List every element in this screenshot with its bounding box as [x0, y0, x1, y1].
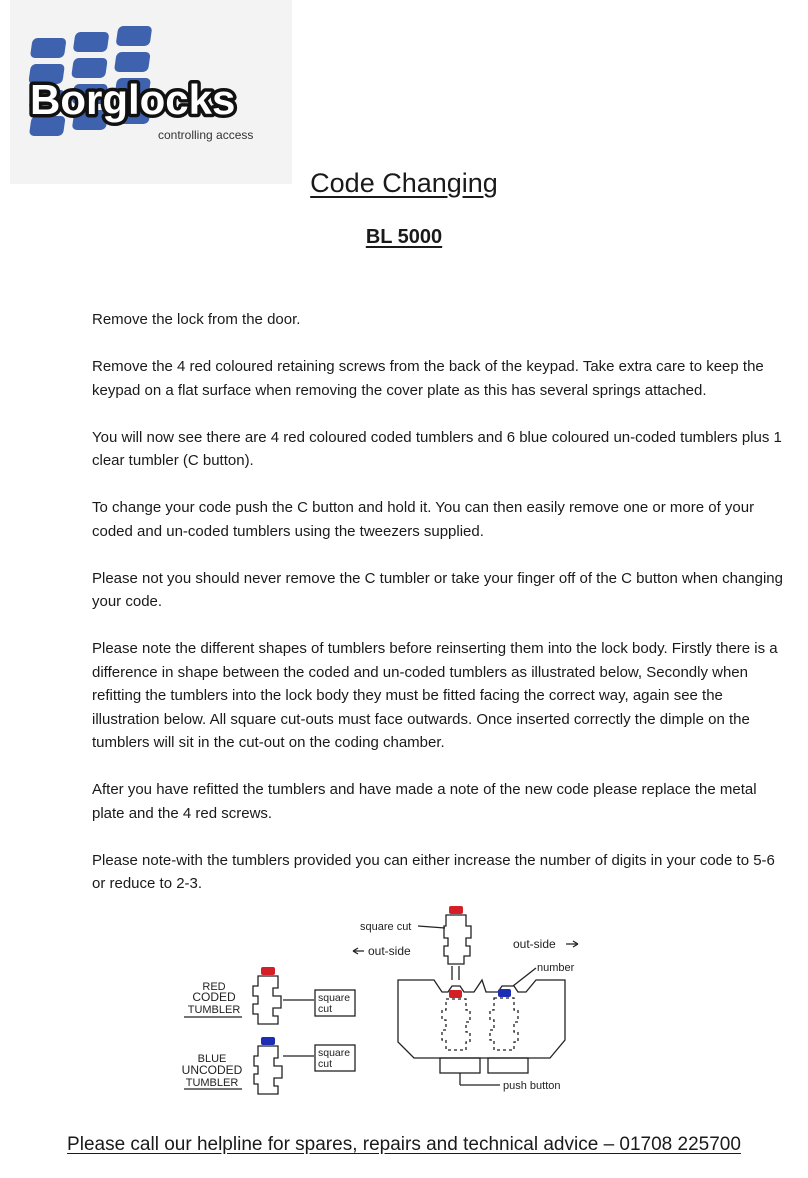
red-callout-line1: square	[318, 992, 351, 1004]
page-title: Code Changing	[310, 168, 498, 198]
tumbler-diagram	[170, 900, 610, 1100]
lock-body-outline	[398, 980, 565, 1058]
instruction-paragraph: Remove the 4 red coloured retaining screws from the back of the keypad. Take extra care to keep the keypad on a flat surface when removing the cover plate as this has several springs attached.	[92, 358, 764, 399]
logo-wordmark: Borglocks	[30, 76, 236, 123]
red-tumbler-shape	[253, 976, 281, 1024]
red-dimple-icon	[261, 967, 275, 975]
push-button-right	[488, 1058, 528, 1073]
model-subtitle: BL 5000	[365, 226, 443, 248]
push-button-left	[440, 1058, 480, 1073]
instruction-paragraph: You will now see there are 4 red coloured coded tumblers and 6 blue coloured un-coded tumblers plus 1 clear tumbler (C button).	[92, 428, 782, 469]
logo-graphic	[10, 0, 292, 184]
tumbler-label: TUMBLER	[187, 1004, 241, 1016]
red-dimple-icon	[449, 906, 463, 914]
out-side-right-label: out-side	[513, 937, 556, 951]
instruction-paragraph: Please note the different shapes of tumblers before reinserting them into the lock body. Firstly there is a difference in shape between the coded and un-coded tumblers as illustrated below, Secondly when refitting the tumblers into the lock body they must be fitted facing the correct way, again see the illustration below. All square cut-outs must face outwards. Once inserted correctly the dimple on the tumblers will sit in the cut-out on the coding chamber.	[92, 640, 778, 751]
left-arrow-icon	[353, 948, 364, 954]
red-label: RED	[202, 981, 226, 993]
borglocks-logo	[10, 0, 292, 184]
coded-label: CODED	[192, 990, 236, 1004]
blue-uncoded-tumbler	[182, 1037, 355, 1094]
red-callout-line2: cut	[318, 1003, 333, 1015]
instruction-paragraph: After you have refitted the tumblers and have made a note of the new code please replace the metal plate and the 4 red screws.	[92, 781, 757, 822]
out-side-left-label: out-side	[368, 944, 411, 958]
blue-dimple-icon	[261, 1037, 275, 1045]
blue-dimple-icon	[498, 989, 511, 997]
helpline-footer: Please call our helpline for spares, repairs and technical advice – 01708 225700	[67, 1134, 741, 1155]
inner-tumbler-left	[442, 999, 470, 1050]
red-dimple-icon	[449, 990, 462, 998]
red-coded-tumbler	[184, 967, 355, 1024]
logo-tagline: controlling access	[158, 128, 254, 142]
instructions-body	[92, 308, 792, 919]
tumbler-label: TUMBLER	[185, 1077, 239, 1089]
push-button-label: push button	[503, 1080, 561, 1092]
right-arrow-icon	[566, 941, 578, 947]
square-cut-label: square cut	[360, 921, 412, 933]
number-label: number	[537, 962, 575, 974]
instruction-paragraph: Remove the lock from the door.	[92, 311, 301, 328]
uncoded-label: UNCODED	[181, 1063, 243, 1077]
removed-tumbler	[353, 906, 471, 980]
instruction-paragraph: To change your code push the C button and hold it. You can then easily remove one or more of your coded and un-coded tumblers using the tweezers supplied.	[92, 499, 755, 540]
instruction-paragraph: Please not you should never remove the C tumbler or take your finger off of the C button when changing your code.	[92, 569, 783, 610]
lock-body	[398, 937, 578, 1092]
tumbler-shape	[444, 915, 471, 964]
inner-tumbler-right	[490, 998, 518, 1050]
blue-label: BLUE	[197, 1053, 227, 1065]
instruction-paragraph: Please note-with the tumblers provided you can either increase the number of digits in your code to 5-6 or reduce to 2-3.	[92, 851, 775, 892]
blue-tumbler-shape	[254, 1046, 282, 1094]
blue-callout-line2: cut	[318, 1058, 333, 1070]
blue-callout-line1: square	[318, 1047, 351, 1059]
